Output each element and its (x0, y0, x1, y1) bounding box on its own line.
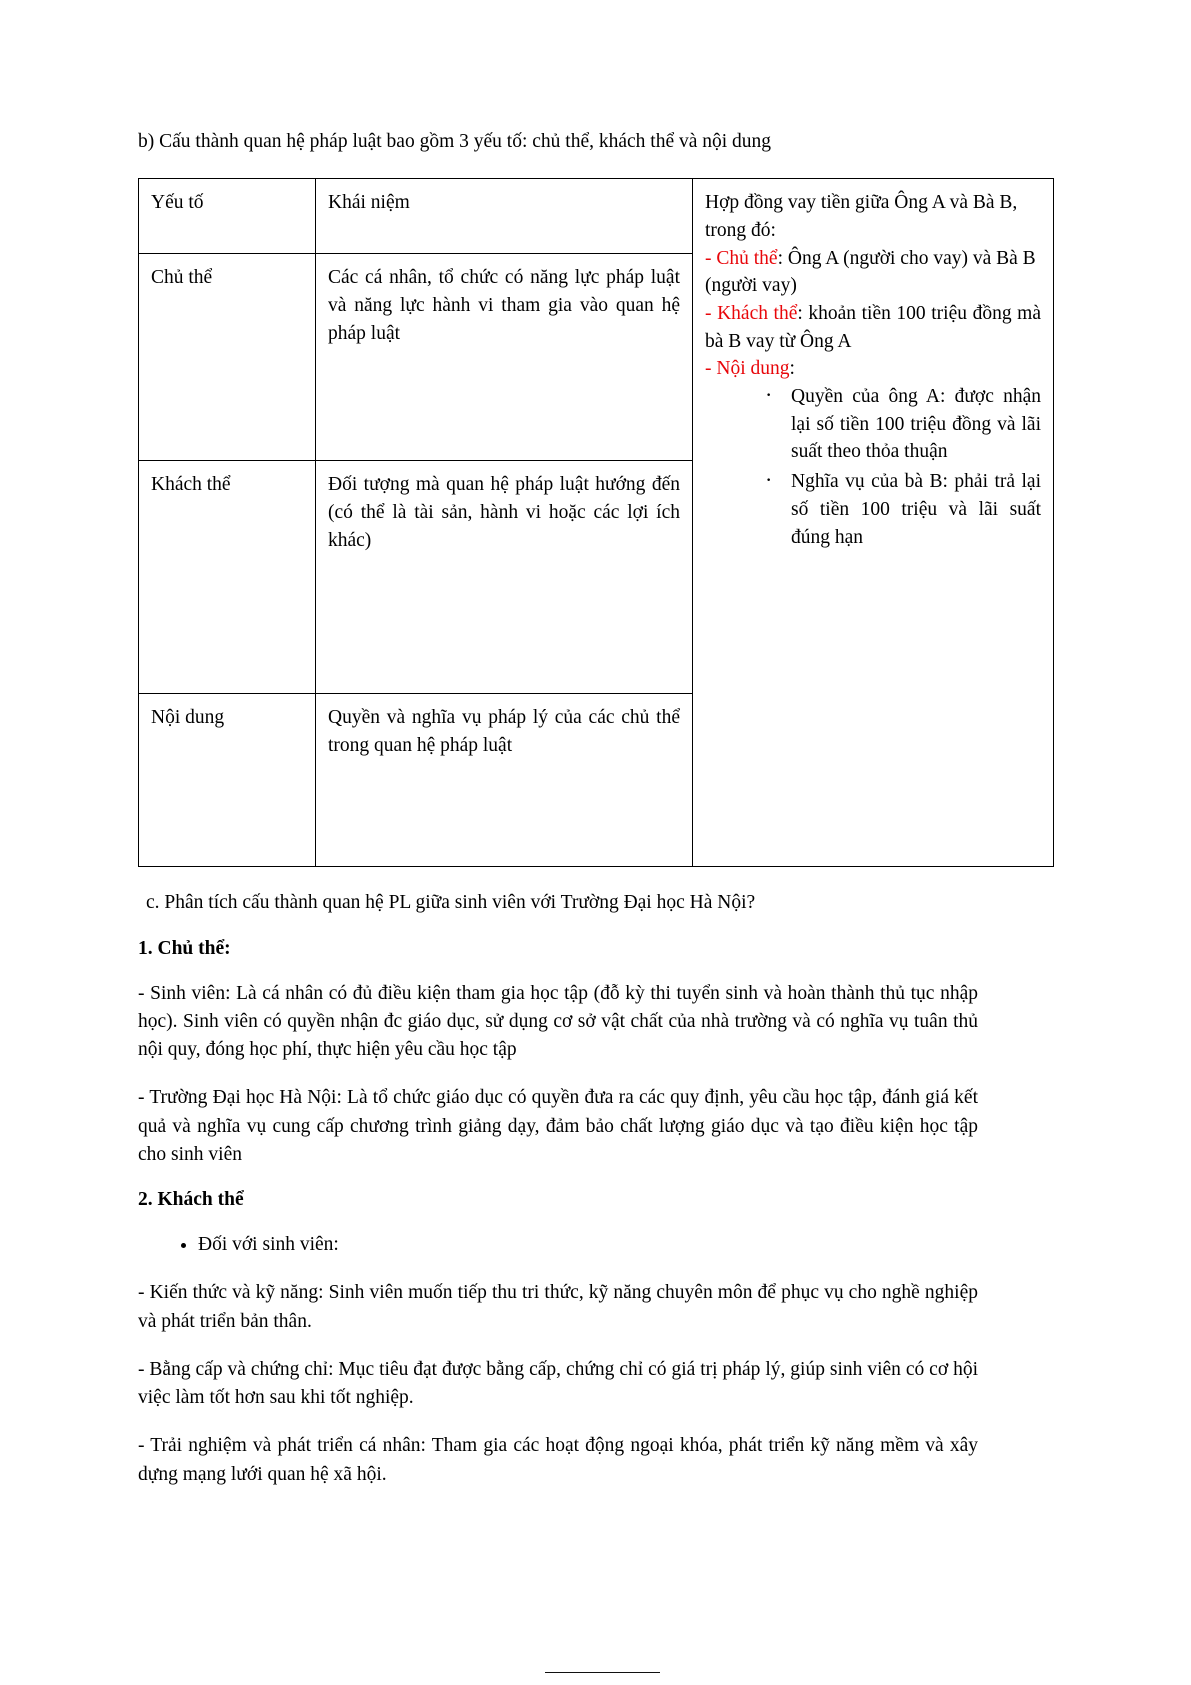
section-2-title: 2. Khách thể (138, 1189, 244, 1211)
section-2-bullet-list (138, 1231, 978, 1259)
row-concept-2: Đối tượng mà quan hệ pháp luật hướng đến (có thể là tài sản, hành vi hoặc các lợi ích khác) (316, 461, 693, 694)
after-table-section (138, 889, 978, 1489)
list-item: · Nghĩa vụ của bà B: phải trả lại số tiền 100 triệu và lãi suất đúng hạn (791, 468, 1041, 551)
document-content (138, 128, 1041, 1509)
row-element-3: Nội dung (139, 694, 316, 867)
example-item-1-label: - Chủ thể (705, 247, 778, 269)
example-item-1-text: : Ông A (người cho vay) và Bà B (người vay) (705, 247, 1036, 297)
intro-paragraph: b) Cấu thành quan hệ pháp luật bao gồm 3 yếu tố: chủ thể, khách thể và nội dung (138, 131, 772, 152)
example-item-3 (705, 355, 1041, 383)
header-element: Yếu tố (139, 179, 316, 254)
example-item-2-label: - Khách thể (705, 303, 798, 325)
section-2-paragraph-2: - Bằng cấp và chứng chỉ: Mục tiêu đạt được bằng cấp, chứng chỉ có giá trị pháp lý, giúp sinh viên có cơ hội việc làm tốt hơn sau khi tốt nghiệp. (138, 1358, 978, 1409)
example-bullet-list (705, 383, 1041, 551)
section-1-paragraph-1: - Sinh viên: Là cá nhân có đủ điều kiện tham gia học tập (đỗ kỳ thi tuyển sinh và hoàn thành thủ tục nhập học). Sinh viên có quyền nhận đc giáo dục, sử dụng cơ sở vật chất của nhà trường và có nghĩa vụ tuân thủ nội quy, đóng học phí, thực hiện yêu cầu học tập (138, 982, 978, 1061)
row-element-1: Chủ thể (139, 254, 316, 461)
example-lead: Hợp đồng vay tiền giữa Ông A và Bà B, trong đó: (705, 192, 1018, 241)
example-item-3-text: : (789, 358, 795, 380)
row-concept-3: Quyền và nghĩa vụ pháp lý của các chủ thể trong quan hệ pháp luật (316, 694, 693, 867)
list-item: · Quyền của ông A: được nhận lại số tiền 100 triệu đồng và lãi suất theo thỏa thuận (791, 383, 1041, 466)
row-concept-1: Các cá nhân, tổ chức có năng lực pháp luật và năng lực hành vi tham gia vào quan hệ pháp luật (316, 254, 693, 461)
example-item-3-label: - Nội dung (705, 358, 790, 380)
section-2-paragraph-1: - Kiến thức và kỹ năng: Sinh viên muốn tiếp thu tri thức, kỹ năng chuyên môn để phục vụ cho nghề nghiệp và phát triển bản thân. (138, 1282, 978, 1332)
example-item-1 (705, 245, 1041, 300)
section-1-title: 1. Chủ thể: (138, 937, 231, 959)
table-header-row (139, 179, 1054, 254)
list-item: • Đối với sinh viên: (198, 1231, 978, 1259)
row-element-2: Khách thể (139, 461, 316, 694)
section-2-paragraph-3: - Trải nghiệm và phát triển cá nhân: Tham gia các hoạt động ngoại khóa, phát triển kỹ năng mềm và xây dựng mạng lưới quan hệ xã hội. (138, 1435, 978, 1485)
header-concept: Khái niệm (316, 179, 693, 254)
example-cell (693, 179, 1054, 867)
composition-table (138, 178, 1054, 867)
question-c: c. Phân tích cấu thành quan hệ PL giữa sinh viên với Trường Đại học Hà Nội? (146, 892, 756, 914)
example-item-2-text: : khoản tiền 100 triệu đồng mà bà B vay từ Ông A (705, 303, 1041, 352)
footer-divider (545, 1672, 660, 1673)
example-item-2 (705, 300, 1041, 355)
section-1-paragraph-2: - Trường Đại học Hà Nội: Là tổ chức giáo dục có quyền đưa ra các quy định, yêu cầu học tập, đánh giá kết quả và nghĩa vụ cung cấp chương trình giảng dạy, đảm bảo chất lượng giáo dục và tạo điều kiện học tập cho sinh viên (138, 1087, 978, 1165)
